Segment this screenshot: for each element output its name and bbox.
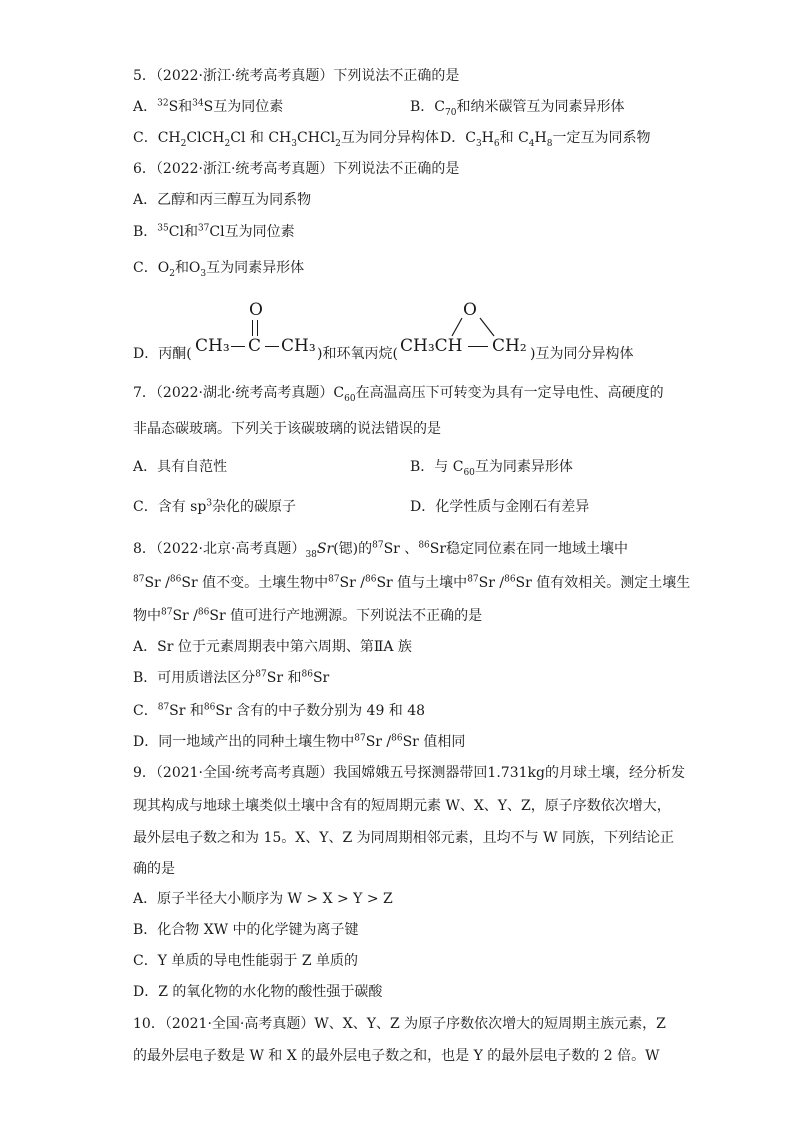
q8-stem-line1: 8．（2022·北京·高考真题）$_{38}Sr$(锶)的$^{87}$Sr 、$^{86}$Sr稳定同位素在同一地域土壤中 xyxy=(133,540,629,560)
q7-stem-line1: 7．（2022·湖北·统考高考真题）$C_{60}$在高温高压下可转变为具有一定导电性、高硬度的 xyxy=(133,385,664,404)
q6-option-b: B．$^{35}$Cl和$^{37}$Cl互为同位素 xyxy=(133,223,295,240)
acetone-left-group: CH₃ xyxy=(195,336,230,356)
q8-option-a: A．Sr 位于元素周期表中第六周期、第ⅡA 族 xyxy=(133,639,412,655)
q10-stem-line1: 10．（2021·全国·高考真题）W、X、Y、Z 为原子序数依次增大的短周期主族元素，Z xyxy=(133,1016,666,1032)
q9-stem-line4: 确的是 xyxy=(133,861,175,877)
q9-option-b: B．化合物 XW 中的化学键为离子键 xyxy=(133,922,359,938)
q6-stem: 6．（2022·浙江·统考高考真题）下列说法不正确的是 xyxy=(133,161,460,177)
epoxide-ring-bonds xyxy=(400,300,530,360)
q6-option-d-prefix: D．丙酮( xyxy=(133,346,192,362)
bond xyxy=(231,346,245,347)
q8-stem-line2: $^{87}$Sr /$^{86}$Sr 值不变。土壤生物中$^{87}$Sr /$^{86}$Sr 值与土壤中$^{87}$Sr /$^{86}$Sr 值有效相关。测定土壤生 xyxy=(133,574,691,591)
bond xyxy=(265,346,279,347)
acetone-structure xyxy=(195,300,317,360)
q8-stem-line3: 物中$^{87}$Sr /$^{86}$Sr 值可进行产地溯源。下列说法不正确的是 xyxy=(133,607,483,624)
q5-option-a: A．$^{32}$S和$^{34}$S互为同位素 xyxy=(133,98,284,115)
q6-option-d-suffix: )互为同分异构体 xyxy=(530,346,634,362)
q10-stem-line2: 的最外层电子数是 W 和 X 的最外层电子数之和，也是 Y 的最外层电子数的 2 倍。W xyxy=(133,1048,660,1064)
epoxide-right-group: CH₂ xyxy=(492,336,527,356)
q5-option-b: B．$C_{70}$和纳米碳管互为同素异形体 xyxy=(410,99,625,118)
q5-stem: 5．（2022·浙江·统考高考真题）下列说法不正确的是 xyxy=(133,68,460,84)
acetone-oxygen: O xyxy=(249,300,263,320)
q9-option-a: A．原子半径大小顺序为 W > X > Y > Z xyxy=(133,891,393,907)
epoxide-oxygen: O xyxy=(463,300,477,320)
q6-option-d-middle: )和环氧丙烷( xyxy=(317,346,398,362)
q6-option-c: C．$O_2$和$O_3$互为同素异形体 xyxy=(133,260,305,279)
q9-stem-line1: 9．（2021·全国·统考高考真题）我国嫦娥五号探测器带回1.731kg的月球土壤，经分析发 xyxy=(133,765,685,781)
double-bond-line xyxy=(252,320,253,336)
q9-option-d: D．Z 的氧化物的水化物的酸性强于碳酸 xyxy=(133,984,383,1000)
epoxypropane-structure xyxy=(400,300,530,360)
q7-option-c: C．含有 $sp^3$杂化的碳原子 xyxy=(133,498,297,515)
q9-stem-line3: 最外层电子数之和为 15。X、Y、Z 为同周期相邻元素，且均不与 W 同族，下列结论正 xyxy=(133,830,674,846)
epoxide-left-group: CH₃CH xyxy=(400,336,463,356)
q6-option-a: A．乙醇和丙三醇互为同系物 xyxy=(133,192,312,208)
q7-option-a: A．具有自范性 xyxy=(133,459,228,475)
q7-stem-line2: 非晶态碳玻璃。下列关于该碳玻璃的说法错误的是 xyxy=(133,421,441,437)
q8-option-d: D．同一地域产出的同种土壤生物中$^{87}$Sr /$^{86}$Sr 值相同 xyxy=(133,733,466,750)
q9-option-c: C．Y 单质的导电性能弱于 Z 单质的 xyxy=(133,953,359,969)
q8-option-c: C．$^{87}$Sr 和$^{86}$Sr 含有的中子数分别为 49 和 48 xyxy=(133,702,426,719)
q7-option-d: D．化学性质与金刚石有差异 xyxy=(410,499,590,515)
q8-option-b: B．可用质谱法区分$^{87}$Sr 和$^{86}$Sr xyxy=(133,669,330,686)
q9-stem-line2: 现其构成与地球土壤类似土壤中含有的短周期元素 W、X、Y、Z，原子序数依次增大， xyxy=(133,798,671,814)
q5-option-d: D．$C_3H_6$和 $C_4H_8$一定互为同系物 xyxy=(440,130,651,149)
double-bond-line xyxy=(257,320,258,336)
acetone-carbon: C xyxy=(248,336,262,356)
q5-option-c: C．$CH_2ClCH_2Cl$ 和 $CH_3CHCl_2$互为同分异构体 xyxy=(133,130,439,149)
q7-option-b: B．与 $C_{60}$互为同素异形体 xyxy=(410,459,573,478)
acetone-right-group: CH₃ xyxy=(281,336,316,356)
